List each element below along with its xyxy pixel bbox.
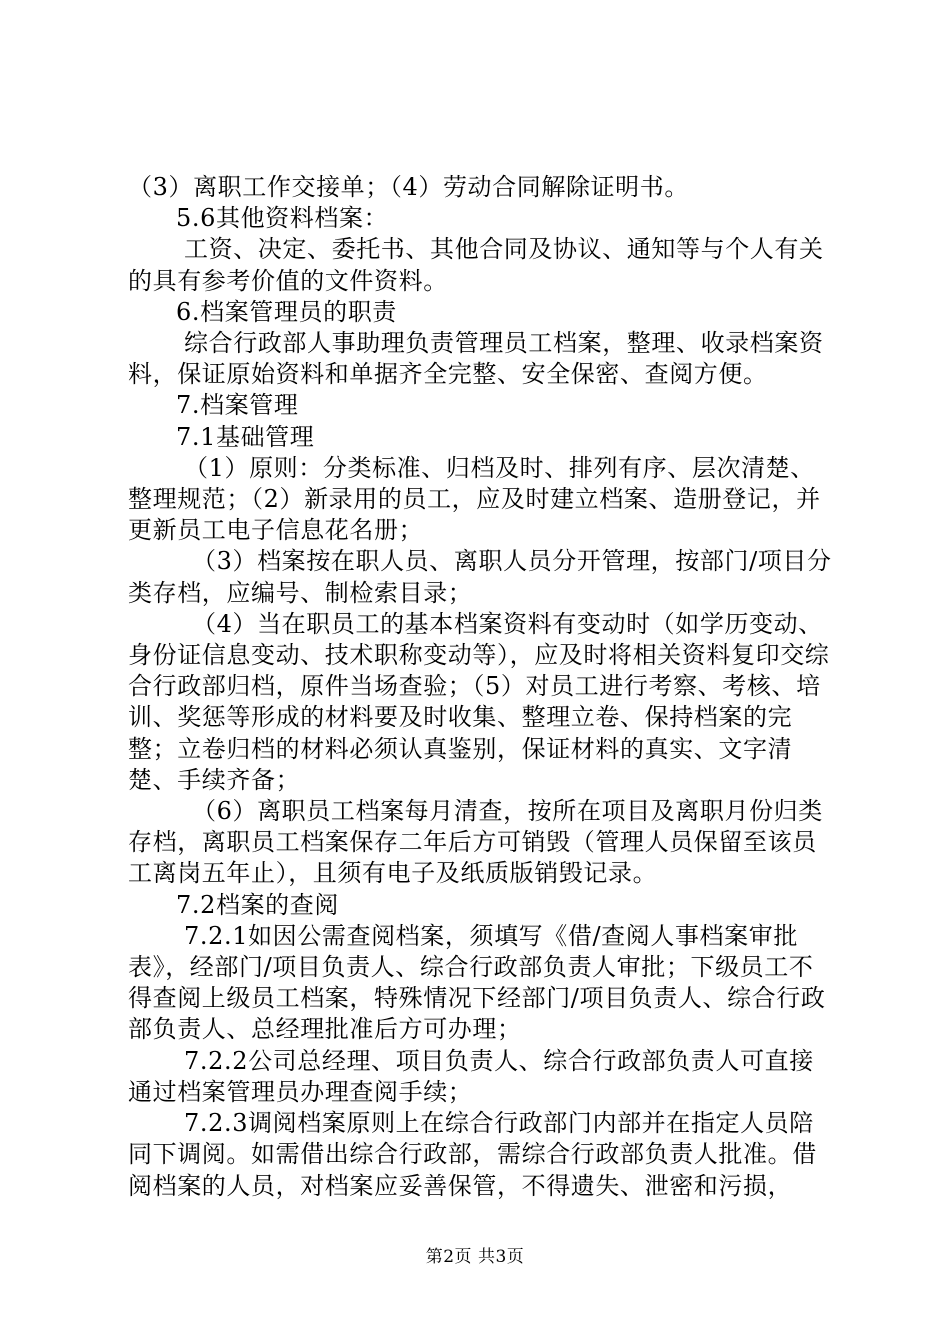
paragraph-leaving-handover: （3）离职工作交接单；（4）劳动合同解除证明书。 (128, 173, 689, 201)
heading-6-archivist-duties: 6.档案管理员的职责 (176, 297, 397, 326)
document-body (128, 172, 838, 1202)
heading-7-1-basic-management: 7.1基础管理 (176, 422, 315, 451)
paragraph-principles: （1）原则：分类标准、归档及时、排列有序、层次清楚、整理规范；（2）新录用的员工，应及时建立档案、造册登记，并更新员工电子信息花名册； (128, 453, 821, 545)
paragraph-info-changes: （4）当在职员工的基本档案资料有变动时（如学历变动、身份证信息变动、技术职称变动等），应及时将相关资料复印交综合行政部归档，原件当场查验；（5）对员工进行考察、考核、培训、奖惩等形成的材料要及时收集、整理立卷、保持档案的完整；立卷归档的材料必须认真鉴别，保证材料的真实、文字清楚、手续齐备； (128, 609, 830, 794)
paragraph-separate-management: （3）档案按在职人员、离职人员分开管理，按部门/项目分类存档，应编号、制检索目录； (128, 547, 832, 607)
paragraph-archivist-duties: 综合行政部人事助理负责管理员工档案，整理、收录档案资料，保证原始资料和单据齐全完整、安全保密、查阅方便。 (128, 329, 824, 389)
page-footer (0, 1242, 950, 1267)
heading-7-2-archive-access: 7.2档案的查阅 (176, 890, 339, 919)
heading-5-6-other-archives: 5.6其他资料档案： (176, 204, 389, 233)
paragraph-7-2-1: 7.2.1如因公需查阅档案，须填写《借/查阅人事档案审批表》，经部门/项目负责人、综合行政部负责人审批；下级员工不得查阅上级员工档案，特殊情况下经部门/项目负责人、综合行政部负责人、总经理批准后方可办理； (128, 921, 826, 1044)
page-number-label: 第2页 共3页 (425, 1247, 525, 1267)
paragraph-7-2-2: 7.2.2公司总经理、项目负责人、综合行政部负责人可直接通过档案管理员办理查阅手续； (128, 1046, 814, 1106)
paragraph-7-2-3: 7.2.3调阅档案原则上在综合行政部门内部并在指定人员陪同下调阅。如需借出综合行政部，需综合行政部负责人批准。借阅档案的人员，对档案应妥善保管，不得遗失、泄密和污损， (128, 1109, 817, 1200)
paragraph-other-archives-content: 工资、决定、委托书、其他合同及协议、通知等与个人有关的具有参考价值的文件资料。 (128, 235, 824, 295)
heading-7-archive-management: 7.档案管理 (176, 391, 299, 420)
paragraph-leaving-archives: （6）离职员工档案每月清查，按所在项目及离职月份归类存档，离职员工档案保存二年后方可销毁（管理人员保留至该员工离岗五年止），且须有电子及纸质版销毁记录。 (128, 797, 823, 888)
